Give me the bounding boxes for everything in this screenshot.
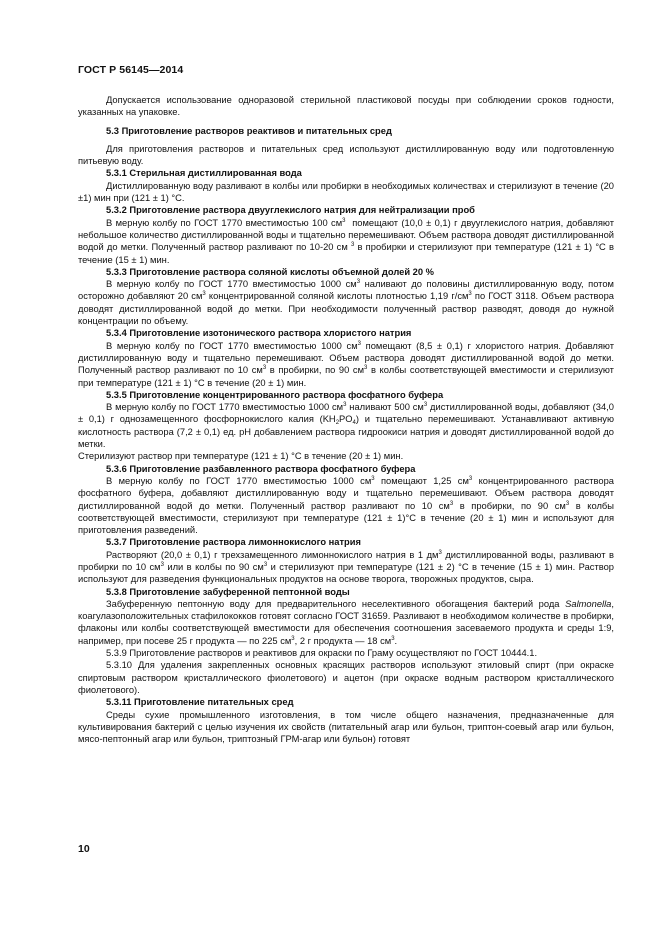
heading-5-3-11: 5.3.11 Приготовление питательных сред bbox=[106, 697, 294, 708]
paragraph-5-3-5-sterilize: Стерилизуют раствор при температуре (121 ± 1) °С в течение (20 ± 1) мин. bbox=[78, 451, 404, 462]
heading-5-3-5: 5.3.5 Приготовление концентрированного раствора фосфатного буфера bbox=[106, 389, 444, 400]
heading-5-3: 5.3 Приготовление растворов реактивов и питательных сред bbox=[106, 125, 392, 136]
paragraph-5-3-10: 5.3.10 Для удаления закрепленных основных красящих растворов используют этиловый спирт (при окраске спиртовым раствором кристаллического фиолетового) и ацетон (при окраске водным раствором кристаллического фиолетового). bbox=[78, 660, 614, 695]
paragraph-5-3: Для приготовления растворов и питательных сред используют дистиллированную воду или подготовленную питьевую воду. bbox=[78, 143, 614, 167]
paragraph-5-3-11: Среды сухие промышленного изготовления, в том числе общего назначения, предназначенные для культивирования бактерий с целью изучения их свойств (питательный агар или бульон, триптон-соевый агар или бульон, мясо-пептонный агар или бульон, триптозный ГРМ-агар или бульон) готовят bbox=[78, 709, 614, 745]
paragraph-5-3-5: В мерную колбу по ГОСТ 1770 вместимостью 1000 $см^3$ наливают 500 $см^3$ дистиллированной воды, добавляют (34,0 ± 0,1) г однозамещенного фосфорнокислого калия $(KH_2PO_4)$ и тщательно перемешивают. Устанавливают активную кислотность раствора (7,2 ± 0,1) ед. рН добавлением раствора гидроокиси натрия и доводят дистиллированной водой до метки. bbox=[78, 402, 614, 450]
paragraph-5-3-4: В мерную колбу по ГОСТ 1770 вместимостью 1000 $см^3$ помещают (8,5 ± 0,1) г хлористого натрия. Добавляют дистиллированную воду и тщательно перемешивают. Объем раствора доводят дистиллированной водой до метки. Полученный раствор разливают по 10 $см^3$ в пробирки, по 90 $см^3$ в колбы соответствующей вместимости и стерилизуют при температуре (121 ± 1) °С в течение (20 ± 1) мин. bbox=[78, 340, 614, 388]
paragraph-disposable-dishes: Допускается использование одноразовой стерильной пластиковой посуды при соблюдении сроков годности, указанных на упаковке. bbox=[78, 95, 614, 118]
document-header: ГОСТ Р 56145—2014 bbox=[78, 64, 184, 76]
heading-5-3-1: 5.3.1 Стерильная дистиллированная вода bbox=[106, 168, 302, 179]
heading-5-3-3: 5.3.3 Приготовление раствора соляной кислоты объемной долей 20 % bbox=[106, 266, 434, 277]
paragraph-5-3-9: 5.3.9 Приготовление растворов и реактивов для окраски по Граму осуществляют по ГОСТ 10444.1. bbox=[106, 648, 538, 659]
paragraph-5-3-7: Растворяют (20,0 ± 0,1) г трехзамещенного лимоннокислого натрия в 1 $дм^3$ дистиллированной воды, разливают в пробирки по 10 $см^3$ или в колбы по 90 $см^3$ и стерилизуют при температуре (121 ± 2) °С в течение (15 ± 1) мин. Раствор используют для разведения функциональных продуктов на основе творога, творожных продуктов, сыра. bbox=[78, 549, 614, 585]
page-number: 10 bbox=[78, 843, 90, 855]
paragraph-5-3-1: Дистиллированную воду разливают в колбы или пробирки в необходимых количествах и стерилизуют в течение (20 ±1) мин при (121 ± 1) °С. bbox=[78, 180, 614, 204]
heading-5-3-4: 5.3.4 Приготовление изотонического раствора хлористого натрия bbox=[106, 328, 412, 339]
document-body bbox=[78, 94, 614, 745]
heading-5-3-6: 5.3.6 Приготовление разбавленного раствора фосфатного буфера bbox=[106, 463, 416, 474]
paragraph-5-3-3: В мерную колбу по ГОСТ 1770 вместимостью 1000 $см^3$ наливают до половины дистиллированную воду, потом осторожно добавляют 20 $см^3$ концентрированной соляной кислоты плотностью 1,19 $г/см^3$ по ГОСТ 3118. Объем раствора доводят дистиллированной водой до метки. При необходимости полученный раствор разводят, доводя до нужной концентрации по объему. bbox=[78, 279, 614, 327]
heading-5-3-2: 5.3.2 Приготовление раствора двууглекислого натрия для нейтрализации проб bbox=[106, 205, 475, 216]
paragraph-5-3-2: В мерную колбу по ГОСТ 1770 вместимостью 100 $см^3$ помещают (10,0 ± 0,1) г двууглекислого натрия, добавляют небольшое количество дистиллированной воды и тщательно перемешивают. Объем раствора доводят дистиллированной водой до метки. Полученный раствор разливают по 10-20 см $^3$ в пробирки и стерилизуют при температуре (121 ± 1) °С в течение (15 ± 1) мин. bbox=[78, 217, 614, 265]
paragraph-5-3-6: В мерную колбу по ГОСТ 1770 вместимостью 1000 $см^3$ помещают 1,25 $см^3$ концентрированного раствора фосфатного буфера, добавляют дистиллированную воду и тщательно перемешивают. Объем раствора доводят дистиллированной водой до метки. Полученный раствор разливают по 10 $см^3$ в пробирки, по 90 $см^3$ в колбы соответствующей вместимости, стерилизуют при температуре (121 ± 1)°С в течение (20 ± 1) мин и используют для приготовления разведений. bbox=[78, 475, 614, 536]
heading-5-3-7: 5.3.7 Приготовление раствора лимоннокислого натрия bbox=[106, 537, 361, 548]
heading-5-3-8: 5.3.8 Приготовление забуференной пептонной воды bbox=[106, 586, 350, 597]
paragraph-5-3-8: Забуференную пептонную воду для предварительного неселективного обогащения бактерий рода Salmonella, коагулазоположительных стафилококков готовят согласно ГОСТ 31659. Разливают в необходимом количестве в пробирки, флаконы или колбы соответствующей вместимости для обеспечения соотношения засеваемого продукта и среды 1:9, например, при посеве 25 г продукта — по 225 $см^3$, 2 г продукта — 18 $см^3$. bbox=[78, 598, 614, 646]
